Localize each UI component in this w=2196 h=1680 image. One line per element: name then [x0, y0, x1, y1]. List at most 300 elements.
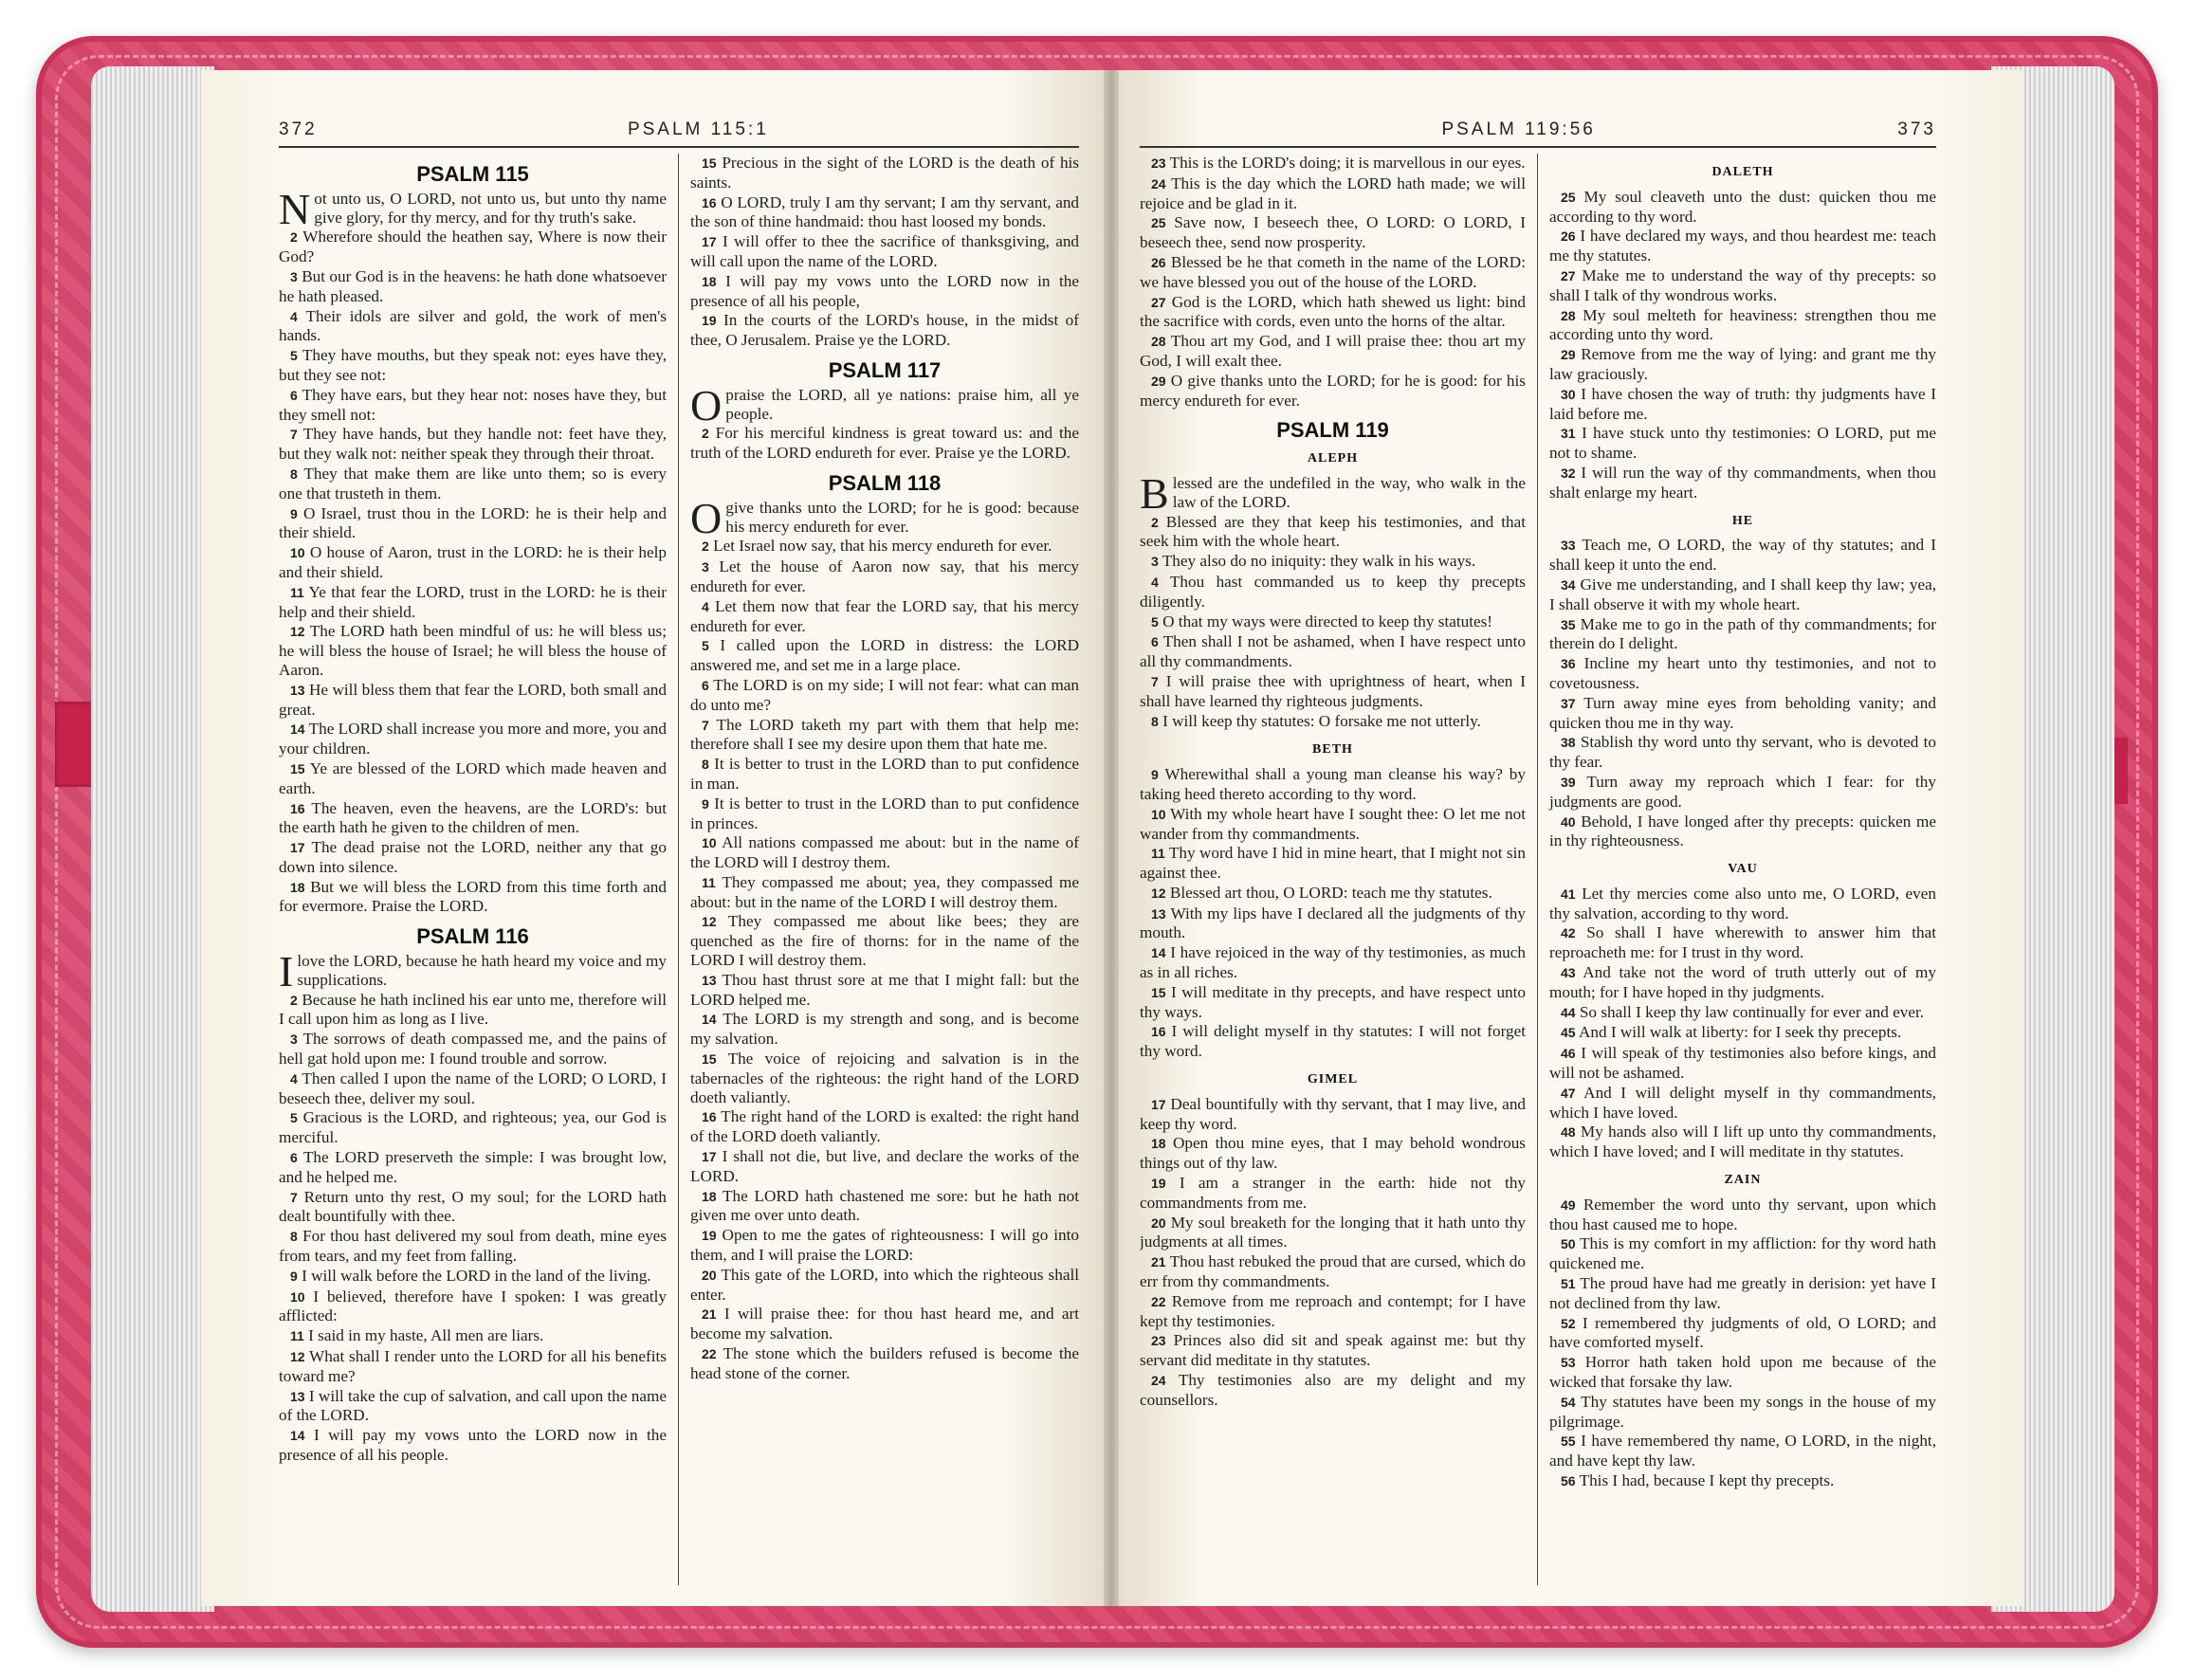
verse-number: 50 [1561, 1236, 1576, 1252]
verse [1549, 773, 1936, 812]
verse [279, 1426, 667, 1465]
verse-text: They have mouths, but they speak not: eyes have they, but they see not: [279, 346, 667, 384]
verse-number: 3 [290, 1032, 298, 1048]
verse-number: 6 [290, 1150, 298, 1166]
verse-number: 24 [1151, 175, 1166, 192]
verse [690, 1107, 1079, 1146]
verse-number: 10 [702, 835, 717, 851]
verse-number: 9 [1151, 767, 1159, 783]
verse-opening [279, 184, 667, 233]
verse-text: But our God is in the heavens: he hath done whatsoever he hath pleased. [279, 266, 668, 305]
verse-text: Blessed are they that keep his testimonies, and that seek him with the whole heart. [1140, 512, 1526, 551]
verse-text: Make me to go in the path of thy commandments; for therein do I delight. [1549, 614, 1936, 653]
verse-number: 17 [1151, 1096, 1166, 1112]
verse-text: O Israel, trust thou in the LORD: he is their help and their shield. [279, 503, 667, 542]
verse [1549, 885, 1936, 923]
verse-number: 12 [702, 914, 717, 930]
verse-number: 21 [702, 1306, 717, 1323]
section-heading: GIMEL [1307, 1072, 1359, 1087]
verse-text: lessed are the undefiled in the way, who walk in the law of the LORD. [1172, 473, 1526, 511]
verse-text: ot unto us, O LORD, not unto us, but unto thy name give glory, for thy mercy, and for thy truth's sake. [314, 189, 667, 227]
verse [1140, 943, 1526, 982]
verse-number: 25 [1151, 215, 1166, 231]
verse-text: Their idols are silver and gold, the work of men's hands. [279, 306, 667, 345]
verse-text: Stablish thy word unto thy servant, who is devoted to thy fear. [1549, 733, 1936, 772]
verse [1140, 154, 1526, 173]
verse-number: 48 [1561, 1124, 1576, 1141]
verse-text: The LORD is my strength and song, and is become my salvation. [690, 1010, 1079, 1049]
drop-cap: O [690, 493, 723, 542]
verse-number: 7 [702, 717, 709, 733]
verse-text: The voice of rejoicing and salvation is in the tabernacles of the righteous: the right hand of the LORD doeth valiantly. [690, 1050, 1079, 1106]
verse [1140, 332, 1526, 371]
verse [1549, 654, 1936, 693]
verse-number: 13 [1151, 905, 1166, 922]
verse-number: 11 [290, 584, 304, 600]
verse-text: This I had, because I kept thy precepts. [1579, 1471, 1835, 1489]
verse [279, 720, 667, 758]
verse-text: For thou hast delivered my soul from death, mine eyes from tears, and my feet from falling. [279, 1227, 668, 1266]
verse [1140, 904, 1526, 943]
verse-text: I will meditate in thy precepts, and have respect unto thy ways. [1140, 982, 1527, 1021]
verse [1549, 464, 1936, 502]
verse-text: Blessed art thou, O LORD: teach me thy statutes. [1169, 883, 1492, 902]
verse-number: 4 [702, 598, 709, 614]
verse-text: Because he hath inclined his ear unto me, therefore will I call upon him as long as I live. [279, 990, 667, 1029]
verse-text: O give thanks unto the LORD; for he is good: for his mercy endureth for ever. [1140, 371, 1526, 410]
section-heading: DALETH [1711, 165, 1774, 179]
section-heading: ZAIN [1724, 1173, 1762, 1188]
verse-number: 8 [290, 1229, 298, 1245]
verse-number: 28 [1151, 334, 1166, 350]
verse-text: Blessed be he that cometh in the name of the LORD: we have blessed you out of the house of the LORD. [1140, 252, 1526, 291]
verse-number: 5 [290, 348, 298, 364]
verse-number: 30 [1561, 386, 1576, 402]
verse-text: Return unto thy rest, O my soul; for the LORD hath dealt bountifully with thee. [279, 1187, 667, 1226]
section-heading: VAU [1728, 862, 1758, 877]
verse [1549, 306, 1936, 345]
verse-text: This is my comfort in my affliction: for thy word hath quickened me. [1549, 1234, 1936, 1273]
verse-number: 6 [702, 677, 709, 693]
verse [1549, 1353, 1936, 1392]
verse [1549, 1274, 1936, 1313]
verse-number: 3 [1151, 554, 1159, 570]
verse [1140, 1252, 1526, 1291]
verse [1549, 227, 1936, 265]
verse [690, 1344, 1079, 1383]
verse-number: 46 [1561, 1046, 1576, 1062]
verse [279, 681, 667, 720]
verse-number: 14 [1151, 945, 1166, 961]
verse [1140, 1095, 1526, 1134]
verse-text: The heaven, even the heavens, are the LORD's: but the earth hath he given to the children of men. [279, 798, 667, 837]
verse [1140, 1331, 1526, 1370]
verse [1140, 1292, 1526, 1331]
verse [1140, 253, 1526, 292]
verse-text: The stone which the builders refused is become the head stone of the corner. [690, 1344, 1079, 1382]
verse [690, 1147, 1079, 1186]
verse-text: They compassed me about like bees; they are quenched as the fire of thorns: for in the name of the LORD I will destroy them. [690, 912, 1079, 970]
verse-number: 7 [1151, 673, 1159, 689]
verse [279, 1108, 667, 1147]
verse [690, 873, 1079, 912]
verse [279, 1347, 667, 1386]
verse-opening [1140, 468, 1526, 518]
verse-text: I remembered thy judgments of old, O LORD; and have comforted myself. [1549, 1313, 1936, 1352]
verse-text: I have chosen the way of truth: thy judgments have I laid before me. [1549, 384, 1936, 423]
verse-number: 13 [290, 682, 305, 698]
verse-text: I will run the way of thy commandments, when thou shalt enlarge my heart. [1549, 463, 1936, 502]
verse [279, 1227, 667, 1266]
verse [690, 424, 1079, 463]
verse-text: Wherefore should the heathen say, Where is now their God? [279, 228, 667, 266]
verse-text: He will bless them that fear the LORD, both small and great. [279, 680, 667, 719]
verse-number: 10 [1151, 806, 1166, 822]
verse-number: 9 [290, 505, 298, 521]
psalm-heading: PSALM 118 [828, 470, 942, 495]
verse-number: 43 [1561, 965, 1576, 981]
drop-cap: B [1140, 468, 1169, 518]
page-edges-left [91, 66, 214, 1612]
verse-number: 13 [702, 972, 717, 988]
verse-number: 12 [290, 1349, 305, 1365]
verse-number: 52 [1561, 1315, 1576, 1331]
verse-text: This gate of the LORD, into which the righteous shall enter. [690, 1265, 1079, 1304]
verse-number: 17 [702, 234, 717, 250]
verse-text: They have ears, but they hear not: noses have they, but they smell not: [279, 385, 667, 424]
verse [690, 557, 1079, 596]
verse-text: They compassed me about; yea, they compassed me about: but in the name of the LORD I will destroy them. [690, 872, 1079, 911]
verse [1549, 385, 1936, 424]
verse-text: The LORD taketh my part with them that help me: therefore shall I see my desire upon them that hate me. [690, 715, 1079, 754]
verse-number: 8 [1151, 713, 1159, 729]
verse-number: 29 [1151, 373, 1166, 389]
verse-number: 24 [1151, 1373, 1166, 1389]
verse-number: 11 [290, 1328, 304, 1344]
verse-text: This is the day which the LORD hath made; we will rejoice and be glad in it. [1140, 173, 1526, 212]
verse [1549, 1023, 1936, 1043]
verse-text: Then called I upon the name of the LORD; O LORD, I beseech thee, deliver my soul. [279, 1068, 667, 1107]
verse-text: Make me to understand the way of thy precepts: so shall I talk of thy wondrous works. [1549, 265, 1936, 304]
verse [690, 833, 1079, 872]
verse-text: Thou hast commanded us to keep thy precepts diligently. [1140, 572, 1526, 611]
verse-number: 11 [702, 874, 716, 890]
verse-number: 26 [1151, 254, 1166, 270]
verse-number: 14 [290, 721, 305, 738]
verse [690, 794, 1079, 833]
verse-text: I will speak of thy testimonies also before kings, and will not be ashamed. [1549, 1044, 1936, 1083]
verse-number: 45 [1561, 1025, 1576, 1041]
verse-number: 54 [1561, 1394, 1576, 1410]
verse-number: 56 [1561, 1473, 1576, 1488]
verse-number: 44 [1561, 1004, 1576, 1020]
verse-number: 14 [702, 1012, 717, 1028]
verse-text: And take not the word of truth utterly out of my mouth; for I have hoped in thy judgments. [1549, 963, 1936, 1001]
verse-text: The LORD preserveth the simple: I was brought low, and he helped me. [279, 1148, 667, 1186]
verse-text: I will pay my vows unto the LORD now in the presence of all his people. [279, 1426, 667, 1464]
verse-number: 16 [702, 1109, 717, 1125]
verse-number: 9 [702, 795, 709, 812]
verse [1140, 805, 1526, 844]
verse [279, 504, 667, 543]
drop-cap: N [279, 184, 311, 233]
verse-text: I have stuck unto thy testimonies: O LORD, put me not to shame. [1549, 424, 1936, 463]
verse [279, 425, 667, 464]
verse-number: 6 [290, 387, 298, 403]
verse [690, 1305, 1079, 1343]
verse [279, 1287, 667, 1326]
verse-number: 33 [1561, 538, 1576, 554]
verse-number: 17 [702, 1149, 717, 1165]
psalm-heading: PSALM 115 [416, 162, 529, 186]
verse [1140, 293, 1526, 332]
verse [1549, 615, 1936, 654]
verse [690, 193, 1079, 232]
verse-text: Gracious is the LORD, and righteous; yea, our God is merciful. [279, 1108, 667, 1147]
verse-number: 2 [702, 426, 709, 442]
verse-text: Behold, I have longed after thy precepts: quicken me in thy righteousness. [1549, 812, 1936, 850]
verse [690, 1010, 1079, 1049]
section-heading: HE [1731, 513, 1754, 528]
verse-text: Horror hath taken hold upon me because of the wicked that forsake thy law. [1549, 1353, 1936, 1392]
verse-number: 5 [1151, 613, 1159, 630]
verse [690, 311, 1079, 350]
verse-text: Princes also did sit and speak against me: but thy servant did meditate in thy statutes. [1140, 1331, 1526, 1370]
verse-text: The sorrows of death compassed me, and the pains of hell gat hold upon me: I found trouble and sorrow. [279, 1030, 667, 1068]
verse [279, 307, 667, 346]
verse-text: I shall not die, but live, and declare the works of the LORD. [690, 1147, 1079, 1185]
verse-number: 41 [1561, 886, 1576, 902]
verse-text: Open to me the gates of righteousness: I will go into them, and I will praise the LORD: [690, 1226, 1079, 1265]
verse [690, 716, 1079, 755]
verse-text: I will keep thy statutes: O forsake me not utterly. [1162, 711, 1481, 730]
verse-text: I will praise thee: for thou hast heard me, and art become my salvation. [690, 1305, 1079, 1343]
verse-text: So shall I have wherewith to answer him that reproacheth me: for I trust in thy word. [1549, 923, 1936, 962]
drop-cap: I [279, 947, 294, 996]
verse-number: 38 [1561, 735, 1576, 751]
right-running-title: PSALM 119:56 [1441, 119, 1596, 139]
verse [1140, 1134, 1526, 1173]
verse [1549, 1044, 1936, 1083]
verse-number: 18 [702, 1188, 717, 1204]
verse [1140, 884, 1526, 904]
verse-text: So shall I keep thy law continually for ever and ever. [1579, 1002, 1925, 1021]
verse-text: I called upon the LORD in distress: the LORD answered me, and set me in a large place. [690, 636, 1079, 675]
verse-text: I will take the cup of salvation, and call upon the name of the LORD. [279, 1386, 667, 1425]
verse-text: This is the LORD's doing; it is marvellous in our eyes. [1169, 154, 1526, 172]
verse [279, 838, 667, 877]
verse-number: 39 [1561, 774, 1576, 790]
verse-text: My soul cleaveth unto the dust: quicken thou me according to thy word. [1549, 187, 1936, 226]
verse-number: 35 [1561, 616, 1576, 632]
verse-number: 10 [290, 545, 305, 561]
verse [1549, 963, 1936, 1002]
verse-number: 3 [290, 268, 298, 284]
verse-number: 3 [702, 559, 709, 575]
verse [279, 583, 667, 622]
verse-number: 19 [1151, 1176, 1166, 1192]
verse [1140, 552, 1526, 572]
verse-number: 20 [702, 1267, 717, 1283]
verse-text: But we will bless the LORD from this time forth and for evermore. Praise the LORD. [279, 877, 667, 916]
verse-number: 40 [1561, 813, 1576, 830]
verse-opening [279, 947, 667, 996]
verse-text: And I will walk at liberty: for I seek thy precepts. [1578, 1023, 1902, 1042]
verse-number: 32 [1561, 465, 1576, 481]
verse-number: 23 [1151, 155, 1166, 171]
verse-text: O LORD, truly I am thy servant; I am thy servant, and the son of thine handmaid: thou hast loosed my bonds. [690, 192, 1079, 231]
verse-text: I have remembered thy name, O LORD, in the night, and have kept thy law. [1549, 1432, 1936, 1470]
verse-number: 34 [1561, 576, 1576, 593]
verse [1549, 1432, 1936, 1470]
verse-text: O house of Aaron, trust in the LORD: he is their help and their shield. [279, 543, 668, 581]
verse [279, 346, 667, 385]
verse [1549, 188, 1936, 227]
verse [1549, 266, 1936, 305]
verse [690, 755, 1079, 794]
verse-number: 16 [290, 800, 305, 816]
right-running-head [1140, 119, 1936, 148]
verse-number: 4 [290, 1070, 298, 1087]
verse [690, 1187, 1079, 1226]
verse-text: For his merciful kindness is great toward us: and the truth of the LORD endureth for ever. Praise ye the LORD. [690, 424, 1079, 463]
verse [690, 912, 1079, 969]
verse [279, 1069, 667, 1108]
verse-number: 9 [290, 1268, 298, 1284]
verse-number: 18 [702, 273, 717, 289]
left-page-column-2 [679, 154, 1079, 1585]
verse [1549, 424, 1936, 463]
verse-number: 2 [290, 992, 298, 1008]
left-page-column-1 [279, 154, 679, 1585]
verse [690, 1050, 1079, 1106]
book-gutter [1104, 70, 1119, 1606]
verse [690, 537, 1079, 557]
verse [1549, 733, 1936, 772]
verse-text: Open thou mine eyes, that I may behold wondrous things out of thy law. [1140, 1134, 1526, 1173]
verse [279, 759, 667, 798]
verse [1140, 632, 1526, 671]
verse-text: I am a stranger in the earth: hide not thy commandments from me. [1140, 1174, 1527, 1212]
verse [1549, 1196, 1936, 1234]
verse [1140, 372, 1526, 411]
verse [1140, 672, 1526, 711]
verse-text: Ye that fear the LORD, trust in the LORD: he is their help and their shield. [279, 582, 667, 621]
verse-number: 42 [1561, 925, 1576, 941]
verse [690, 636, 1079, 675]
verse-number: 16 [702, 194, 717, 210]
verse-number: 31 [1561, 426, 1576, 442]
verse-text: praise the LORD, all ye nations: praise him, all ye people. [725, 385, 1079, 423]
verse-number: 17 [290, 840, 305, 856]
verse-number: 53 [1561, 1355, 1576, 1371]
verse [279, 267, 667, 306]
verse-number: 2 [702, 539, 709, 555]
psalm-heading: PSALM 116 [416, 924, 529, 949]
verse-number: 15 [1151, 984, 1166, 1000]
verse-text: Deal bountifully with thy servant, that I may live, and keep thy word. [1140, 1094, 1527, 1133]
verse [1549, 1234, 1936, 1273]
verse [1140, 1214, 1526, 1252]
verse-text: With my lips have I declared all the judgments of thy mouth. [1140, 904, 1526, 942]
left-running-head [279, 119, 1079, 148]
verse-text: Let thy mercies come also unto me, O LORD, even thy salvation, according to thy word. [1549, 884, 1936, 922]
verse-number: 8 [290, 466, 298, 482]
verse-text: With my whole heart have I sought thee: O let me not wander from thy commandments. [1140, 804, 1526, 843]
verse-text: My soul melteth for heaviness: strengthen thou me according unto thy word. [1549, 305, 1936, 344]
verse-text: In the courts of the LORD's house, in the midst of thee, O Jerusalem. Praise ye the LORD. [690, 311, 1079, 350]
verse-text: It is better to trust in the LORD than to put confidence in princes. [690, 794, 1079, 832]
verse-number: 37 [1561, 695, 1576, 711]
verse [1140, 1174, 1526, 1213]
verse-number: 27 [1561, 267, 1576, 283]
verse [690, 1266, 1079, 1305]
verse-number: 11 [1151, 846, 1165, 862]
verse-text: I will walk before the LORD in the land of the living. [302, 1266, 651, 1285]
verse-text: My hands also will I lift up unto thy commandments, which I have loved; and I will meditate in thy statutes. [1549, 1123, 1936, 1161]
verse-text: I will pay my vows unto the LORD now in the presence of all his people, [690, 271, 1079, 310]
verse-text: give thanks unto the LORD; for he is good: because his mercy endureth for ever. [725, 498, 1079, 536]
verse-number: 2 [1151, 514, 1159, 530]
verse-text: I will delight myself in thy statutes: I will not forget thy word. [1140, 1022, 1526, 1061]
verse-text: I will praise thee with uprightness of heart, when I shall have learned thy righteous judgments. [1140, 671, 1526, 710]
verse-text: Remove from me the way of lying: and grant me thy law graciously. [1549, 345, 1936, 383]
verse-text: My soul breaketh for the longing that it hath unto thy judgments at all times. [1140, 1213, 1527, 1251]
verse-number: 55 [1561, 1433, 1576, 1450]
verse [279, 228, 667, 266]
verse-number: 12 [290, 624, 305, 640]
verse [1140, 765, 1526, 804]
verse-number: 12 [1151, 885, 1166, 901]
verse-text: Ye are blessed of the LORD which made heaven and earth. [279, 758, 667, 797]
verse [690, 272, 1079, 311]
verse-text: They also do no iniquity: they walk in his ways. [1162, 552, 1476, 571]
verse-text: Teach me, O LORD, the way of thy statutes; and I shall keep it unto the end. [1549, 536, 1936, 575]
verse-text: The proud have had me greatly in derision: yet have I not declined from thy law. [1549, 1274, 1936, 1312]
verse [1549, 1084, 1936, 1123]
verse-number: 51 [1561, 1276, 1576, 1292]
verse-number: 49 [1561, 1196, 1576, 1213]
right-page-column-2 [1538, 154, 1936, 1585]
verse-text: All nations compassed me about: but in the name of the LORD will I destroy them. [690, 833, 1079, 872]
verse-text: The LORD is on my side; I will not fear: what can man do unto me? [690, 675, 1079, 714]
verse-text: They have hands, but they handle not: feet have they, but they walk not: neither speak they through their throat. [279, 425, 667, 464]
verse [279, 1030, 667, 1068]
verse-number: 6 [1151, 634, 1159, 650]
verse [1549, 1123, 1936, 1161]
verse-number: 8 [702, 757, 709, 773]
verse [1140, 513, 1526, 552]
verse-number: 25 [1561, 189, 1576, 205]
verse [279, 543, 667, 582]
verse-opening [690, 380, 1079, 429]
verse [1140, 573, 1526, 612]
verse-number: 7 [290, 1189, 298, 1205]
verse [1549, 536, 1936, 575]
verse-text: The LORD hath chastened me sore: but he hath not given me over unto death. [690, 1186, 1079, 1225]
verse [279, 991, 667, 1030]
verse-number: 15 [290, 760, 305, 776]
drop-cap: O [690, 380, 723, 429]
psalm-heading: PSALM 119 [1276, 418, 1389, 443]
verse-number: 13 [290, 1388, 305, 1404]
verse [1549, 1393, 1936, 1432]
verse-text: The dead praise not the LORD, neither any that go down into silence. [279, 838, 667, 876]
verse-text: Give me understanding, and I shall keep thy law; yea, I shall observe it with my whole heart. [1549, 575, 1936, 613]
verse-text: Precious in the sight of the LORD is the death of his saints. [690, 154, 1079, 192]
verse [1549, 345, 1936, 384]
verse-text: Thou hast rebuked the proud that are cursed, which do err from thy commandments. [1140, 1252, 1526, 1291]
